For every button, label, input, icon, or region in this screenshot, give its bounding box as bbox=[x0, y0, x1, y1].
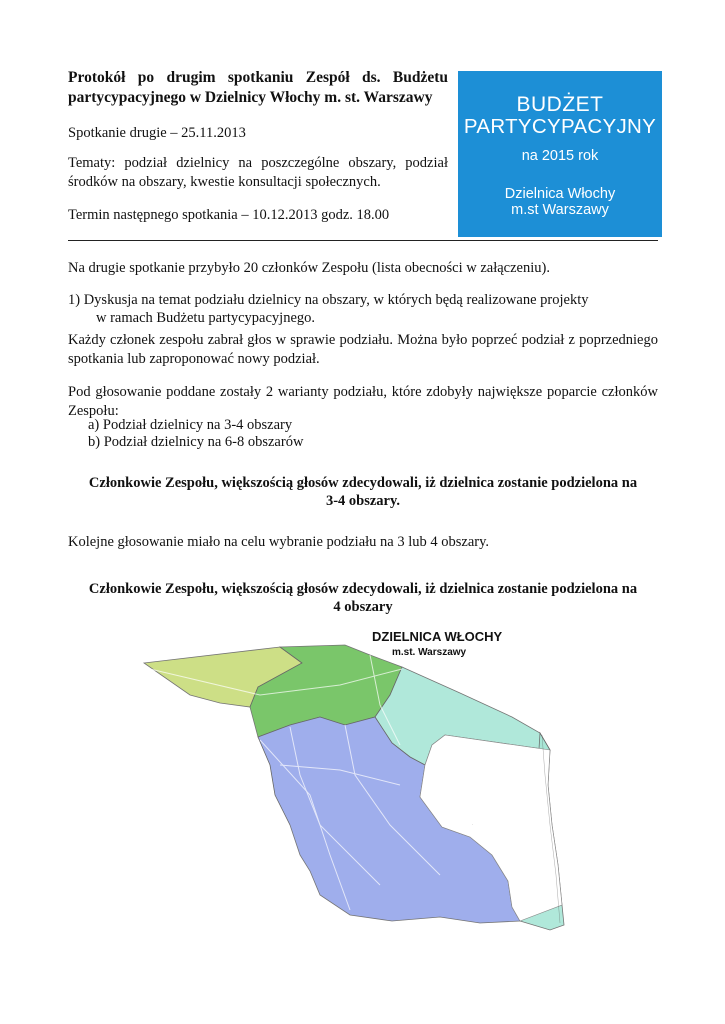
banner-line-5: m.st Warszawy bbox=[511, 202, 609, 218]
district-map bbox=[140, 625, 580, 945]
decision-1-line-1: Członkowie Zespołu, większością głosów zdecydowali, iż dzielnica zostanie podzielona na bbox=[88, 475, 638, 491]
budget-banner bbox=[458, 71, 662, 237]
header-divider bbox=[68, 240, 658, 241]
banner-line-4: Dzielnica Włochy bbox=[504, 186, 616, 202]
meeting-topics: Tematy: podział dzielnicy na poszczególne obszary, podział środków na obszary, kwestie konsultacji społecznych. bbox=[68, 155, 448, 190]
banner-line-2: PARTYCYPACYJNY bbox=[463, 115, 657, 138]
variants-intro: Pod głosowanie poddane zostały 2 warianty podziału, które zdobyły największe poparcie członków Zespołu: bbox=[68, 384, 658, 419]
next-meeting: Termin następnego spotkania – 10.12.2013 godz. 18.00 bbox=[68, 207, 390, 223]
attendance-text: Na drugie spotkanie przybyło 20 członków Zespołu (lista obecności w załączeniu). bbox=[68, 260, 550, 276]
variant-a: a) Podział dzielnicy na 3-4 obszary bbox=[88, 417, 293, 433]
map-airport-label: . bbox=[472, 822, 473, 826]
variant-b: b) Podział dzielnicy na 6-8 obszarów bbox=[88, 434, 304, 450]
decision-2-line-2: 4 obszary bbox=[333, 599, 393, 615]
second-vote-text: Kolejne głosowanie miało na celu wybranie podziału na 3 lub 4 obszary. bbox=[68, 534, 490, 550]
banner-line-1: BUDŻET bbox=[516, 93, 604, 116]
decision-2-line-1: Członkowie Zespołu, większością głosów zdecydowali, iż dzielnica zostanie podzielona na bbox=[88, 581, 638, 597]
map-title: DZIELNICA WŁOCHY bbox=[372, 629, 503, 644]
document-title: Protokół po drugim spotkaniu Zespół ds. Budżetu partycypacyjnego w Dzielnicy Włochy m. st. Warszawy bbox=[68, 69, 448, 106]
banner-line-3: na 2015 rok bbox=[521, 148, 599, 164]
map-subtitle: m.st. Warszawy bbox=[392, 647, 467, 658]
item-1-line-2: w ramach Budżetu partycypacyjnego. bbox=[96, 310, 316, 326]
item-1-line-1: 1) Dyskusja na temat podziału dzielnicy na obszary, w których będą realizowane projekty bbox=[68, 292, 589, 308]
decision-1-line-2: 3-4 obszary. bbox=[325, 493, 401, 509]
meeting-date: Spotkanie drugie – 25.11.2013 bbox=[68, 125, 246, 141]
vote-text: Każdy członek zespołu zabrał głos w sprawie podziału. Można było poprzeć podział z poprzedniego spotkania lub zaproponować nowy podział. bbox=[68, 332, 658, 367]
